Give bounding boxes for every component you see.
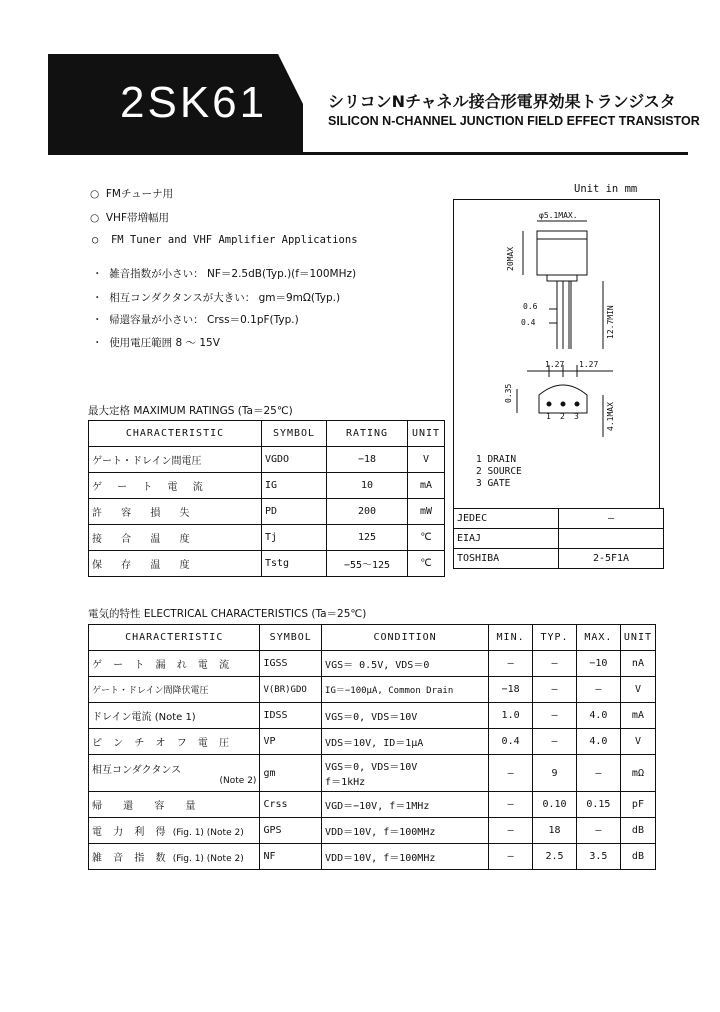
elec-heading: 電気的特性 ELECTRICAL CHARACTERISTICS (Ta＝25℃): [88, 608, 367, 620]
table-row: 接 合 温 度 Tj 125 ℃: [89, 525, 445, 551]
feature-item: ・ 使用電圧範囲 8 ～ 15V: [92, 337, 220, 349]
pin-mark: 3: [574, 412, 579, 421]
table-row: ゲ ー ト 漏 れ 電 流 IGSS VGS＝ 0.5V, VDS＝0 — — −10 nA: [89, 651, 656, 677]
table-row: TOSHIBA 2-5F1A: [454, 549, 664, 569]
table-header-row: CHARACTERISTIC SYMBOL CONDITION MIN. TYP. MAX. UNIT: [89, 625, 656, 651]
package-bottom-view: [539, 385, 587, 413]
pin-mark: 2: [560, 412, 565, 421]
unit-label: Unit in mm: [574, 183, 638, 195]
dim-lead-width: 0.6: [523, 302, 538, 311]
dim-body-depth: 4.1MAX: [606, 402, 615, 431]
table-row: ピ ン チ オ フ 電 圧 VP VDS＝10V, ID＝1μA 0.4 — 4.0 V: [89, 729, 656, 755]
pin-label: 2 SOURCE: [476, 466, 522, 477]
table-row: 電 力 利 得 (Fig. 1) (Note 2) GPS VDD＝10V, f＝100MHz — 18 — dB: [89, 818, 656, 844]
package-body: [537, 231, 587, 275]
table-header-row: CHARACTERISTIC SYMBOL RATING UNIT: [89, 421, 445, 447]
pin-label: 3 GATE: [476, 478, 511, 489]
table-row: JEDEC —: [454, 509, 664, 529]
table-row: EIAJ: [454, 529, 664, 549]
dim-pitch-2: 1.27: [579, 360, 599, 369]
feature-item: ・ 雑音指数が小さい： NF＝2.5dB(Typ.)(f＝100MHz): [92, 268, 357, 280]
elec-characteristics-table: [88, 624, 656, 870]
header-rule: [48, 152, 688, 155]
table-row: ドレイン電流 (Note 1) IDSS VGS＝0, VDS＝10V 1.0 — 4.0 mA: [89, 703, 656, 729]
application-item: ○ VHF帯増幅用: [90, 212, 169, 224]
dim-lead-length: 12.7MIN: [606, 305, 615, 339]
dim-lead-thickness: 0.4: [521, 318, 536, 327]
max-ratings-table: [88, 420, 445, 577]
dim-height: 20MAX: [506, 246, 515, 271]
table-row: 保 存 温 度 Tstg −55～125 ℃: [89, 551, 445, 577]
feature-item: ・ 相互コンダクタンスが大きい： gm＝9mΩ(Typ.): [92, 292, 341, 304]
package-code-table: [453, 508, 664, 569]
table-row: ゲート・ドレイン間電圧 VGDO −18 V: [89, 447, 445, 473]
feature-item: ・ 帰還容量が小さい： Crss＝0.1pF(Typ.): [92, 314, 299, 326]
dim-offset: 0.35: [504, 383, 513, 403]
table-row: 相互コンダクタンス (Note 2) gm VGS＝0, VDS＝10V f＝1kHz — 9 — mΩ: [89, 755, 656, 792]
table-row: ゲ ー ト 電 流 IG 10 mA: [89, 473, 445, 499]
max-ratings-heading: 最大定格 MAXIMUM RATINGS (Ta＝25℃): [88, 405, 293, 417]
table-row: ゲート・ドレイン間降伏電圧 V(BR)GDO IG＝−100μA, Common Drain −18 — — V: [89, 677, 656, 703]
dim-diameter: φ5.1MAX.: [539, 211, 578, 220]
table-row: 帰 還 容 量 Crss VGD＝−10V, f＝1MHz — 0.10 0.15 pF: [89, 792, 656, 818]
pin-mark: 1: [546, 412, 551, 421]
application-item: ○ FM Tuner and VHF Amplifier Applications: [92, 234, 358, 246]
pin-label: 1 DRAIN: [476, 454, 517, 465]
application-item: ○ FMチューナ用: [90, 188, 174, 200]
table-row: 雑 音 指 数 (Fig. 1) (Note 2) NF VDD＝10V, f＝100MHz — 2.5 3.5 dB: [89, 844, 656, 870]
title-japanese: シリコンNチャネル接合形電界効果トランジスタ: [328, 92, 676, 111]
table-row: 許 容 損 失 PD 200 mW: [89, 499, 445, 525]
dim-pitch-1: 1.27: [545, 360, 565, 369]
part-number: 2SK61: [120, 78, 268, 127]
title-english: SILICON N-CHANNEL JUNCTION FIELD EFFECT TRANSISTOR: [328, 114, 700, 128]
